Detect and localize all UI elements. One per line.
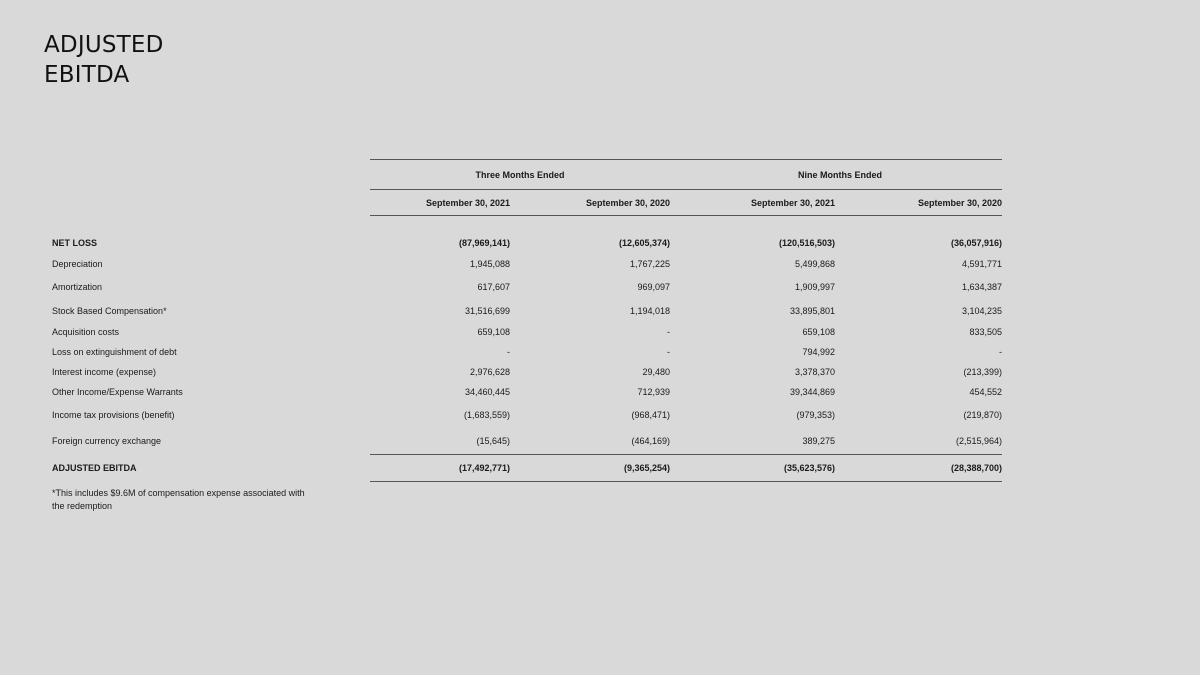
table-row-acquisition-costs	[52, 325, 1002, 339]
row-label: Acquisition costs	[52, 327, 120, 337]
group-header-rule	[370, 189, 1002, 190]
cell-value: 1,767,225	[629, 259, 670, 269]
table-row-income-tax	[52, 408, 1002, 422]
row-label: Other Income/Expense Warrants	[52, 387, 183, 397]
table-row-stock-based-compensation	[52, 304, 1002, 318]
column-header-3m-2020: September 30, 2020	[585, 198, 670, 208]
cell-value: (219,870)	[963, 410, 1002, 420]
table-row-interest-income	[52, 365, 1002, 379]
total-top-rule	[370, 454, 1002, 455]
cell-value: (87,969,141)	[458, 238, 510, 248]
cell-value: 659,108	[802, 327, 835, 337]
column-header-rule	[370, 215, 1002, 216]
cell-value: (120,516,503)	[778, 238, 835, 248]
cell-value: 34,460,445	[464, 387, 510, 397]
page-title	[44, 30, 164, 90]
row-label: Depreciation	[52, 259, 103, 269]
cell-value: 39,344,869	[789, 387, 835, 397]
cell-value: -	[667, 327, 670, 337]
cell-value: -	[667, 347, 670, 357]
cell-value: 29,480	[642, 367, 670, 377]
table-row-amortization	[52, 280, 1002, 294]
cell-value: 3,378,370	[794, 367, 835, 377]
cell-value: 4,591,771	[961, 259, 1002, 269]
row-label: Amortization	[52, 282, 103, 292]
cell-value: 1,194,018	[629, 306, 670, 316]
row-label: Foreign currency exchange	[52, 436, 162, 446]
footnote: *This includes $9.6M of compensation expense associated with the redemption	[52, 488, 305, 511]
cell-value: 33,895,801	[789, 306, 835, 316]
title-line-1: ADJUSTED	[44, 32, 164, 58]
row-label: Interest income (expense)	[52, 367, 157, 377]
table-row-loss-on-extinguishment	[52, 345, 1002, 359]
cell-value: 31,516,699	[464, 306, 510, 316]
cell-value: (213,399)	[963, 367, 1002, 377]
cell-value: (9,365,254)	[623, 463, 670, 473]
cell-value: (1,683,559)	[463, 410, 510, 420]
total-bottom-rule	[370, 481, 1002, 482]
cell-value: 1,634,387	[961, 282, 1002, 292]
cell-value: 454,552	[969, 387, 1002, 397]
cell-value: 617,607	[477, 282, 510, 292]
row-label: Loss on extinguishment of debt	[52, 347, 177, 357]
cell-value: (36,057,916)	[950, 238, 1002, 248]
cell-value: 389,275	[802, 436, 835, 446]
cell-value: (28,388,700)	[950, 463, 1002, 473]
group-header-nine-months: Nine Months Ended	[798, 170, 882, 180]
table-row-foreign-currency	[52, 434, 1002, 448]
cell-value: 794,992	[802, 347, 835, 357]
table-row-depreciation	[52, 257, 1002, 271]
cell-value: -	[999, 347, 1002, 357]
column-header-3m-2021: September 30, 2021	[425, 198, 510, 208]
row-label: ADJUSTED EBITDA	[52, 463, 137, 473]
cell-value: (35,623,576)	[783, 463, 835, 473]
title-line-2: EBITDA	[44, 62, 130, 88]
cell-value: 2,976,628	[469, 367, 510, 377]
cell-value: (2,515,964)	[955, 436, 1002, 446]
row-label: Income tax provisions (benefit)	[52, 410, 175, 420]
column-header-9m-2020: September 30, 2020	[917, 198, 1002, 208]
table-row-other-income-warrants	[52, 385, 1002, 399]
cell-value: 712,939	[637, 387, 670, 397]
table-row-net-loss	[52, 236, 1002, 250]
cell-value: 1,909,997	[794, 282, 835, 292]
cell-value: 5,499,868	[794, 259, 835, 269]
cell-value: 659,108	[477, 327, 510, 337]
cell-value: (979,353)	[796, 410, 835, 420]
cell-value: (12,605,374)	[618, 238, 670, 248]
cell-value: -	[507, 347, 510, 357]
row-label: NET LOSS	[52, 238, 98, 248]
table-row-adjusted-ebitda	[52, 461, 1002, 475]
cell-value: 1,945,088	[469, 259, 510, 269]
row-label: Stock Based Compensation*	[52, 306, 167, 316]
cell-value: (464,169)	[631, 436, 670, 446]
cell-value: 833,505	[969, 327, 1002, 337]
group-header-three-months: Three Months Ended	[475, 170, 565, 180]
cell-value: 969,097	[637, 282, 670, 292]
column-header-9m-2021: September 30, 2021	[750, 198, 835, 208]
cell-value: (968,471)	[631, 410, 670, 420]
cell-value: 3,104,235	[961, 306, 1002, 316]
cell-value: (17,492,771)	[458, 463, 510, 473]
table-top-rule	[370, 159, 1002, 160]
cell-value: (15,645)	[476, 436, 510, 446]
